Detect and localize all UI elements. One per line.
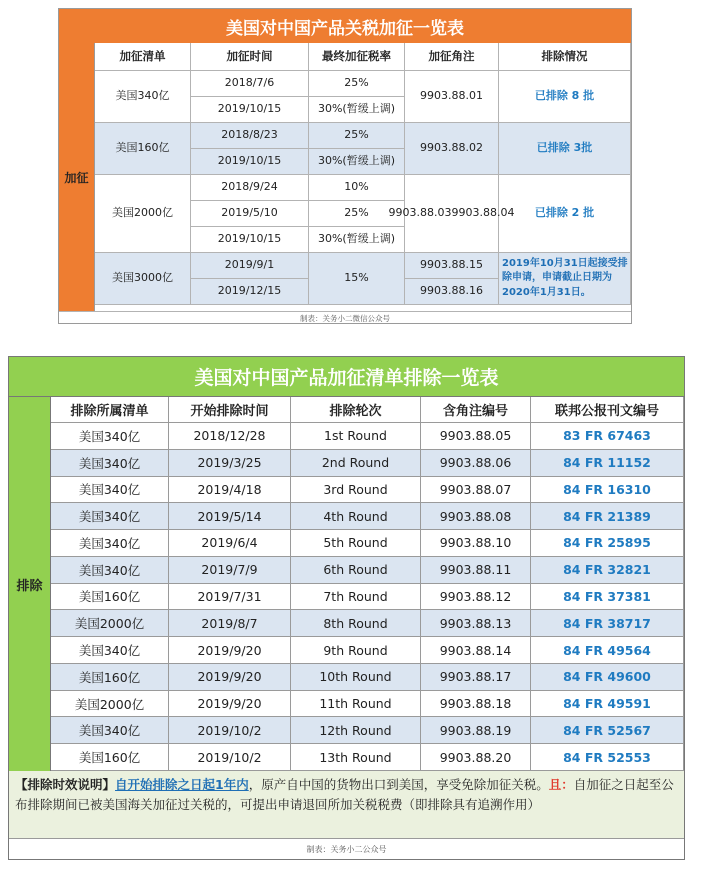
federal-register-cell: 84 FR 49564 bbox=[531, 637, 684, 664]
exclusion-list-cell: 美国340亿 bbox=[51, 503, 169, 530]
tariff-rate-cell: 10% bbox=[309, 175, 405, 201]
table2-header-cell: 排除轮次 bbox=[291, 397, 421, 423]
htsus-code-cell bbox=[388, 175, 515, 253]
federal-register-cell: 84 FR 11152 bbox=[531, 450, 684, 477]
exclusion-list-cell: 美国340亿 bbox=[51, 557, 169, 584]
tariff-date-cell: 2018/8/23 bbox=[191, 123, 309, 149]
federal-register-cell: 84 FR 32821 bbox=[531, 557, 684, 584]
exclusion-list-cell: 美国2000亿 bbox=[51, 610, 169, 637]
exclusion-round-cell: 4th Round bbox=[291, 503, 421, 530]
exclusion-round-cell: 10th Round bbox=[291, 664, 421, 691]
tariff-rate-cell: 30%(暂缓上调) bbox=[309, 227, 405, 253]
exclusion-status-cell: 已排除 8 批 bbox=[499, 71, 631, 123]
table2-header-cell: 含角注编号 bbox=[421, 397, 531, 423]
list-name-cell: 美国160亿 bbox=[95, 123, 191, 175]
tariff-date-cell: 2019/5/10 bbox=[191, 201, 309, 227]
code-line: 9903.88.02 bbox=[420, 141, 483, 155]
exclusion-list-cell: 美国160亿 bbox=[51, 744, 169, 771]
table1-header-cell: 加征清单 bbox=[95, 43, 191, 71]
table2-footer: 制表：关务小二公众号 bbox=[306, 844, 387, 854]
table2-header-cell: 开始排除时间 bbox=[169, 397, 291, 423]
tariff-date-cell: 2019/10/15 bbox=[191, 227, 309, 253]
list-name-cell: 美国3000亿 bbox=[95, 253, 191, 305]
tariff-rate-cell: 15% bbox=[309, 253, 405, 305]
tariff-date-cell: 2019/10/15 bbox=[191, 149, 309, 175]
note-link[interactable]: 自开始排除之日起1年内 bbox=[115, 777, 249, 792]
list-name-cell: 美国2000亿 bbox=[95, 175, 191, 253]
table2-title: 美国对中国产品加征清单排除一览表 bbox=[9, 357, 684, 397]
federal-register-cell: 84 FR 16310 bbox=[531, 477, 684, 504]
tariff-rate-cell: 25% bbox=[309, 71, 405, 97]
exclusion-list-cell: 美国340亿 bbox=[51, 423, 169, 450]
list-name-cell: 美国340亿 bbox=[95, 71, 191, 123]
federal-register-cell: 84 FR 21389 bbox=[531, 503, 684, 530]
exclusion-round-cell: 12th Round bbox=[291, 717, 421, 744]
exclusion-date-cell: 2019/5/14 bbox=[169, 503, 291, 530]
tariff-date-cell: 2019/12/15 bbox=[191, 279, 309, 305]
tariff-increase-table bbox=[58, 8, 632, 324]
table2-header-cell: 联邦公报刊文编号 bbox=[531, 397, 684, 423]
exclusion-code-cell: 9903.88.20 bbox=[421, 744, 531, 771]
federal-register-cell: 84 FR 52553 bbox=[531, 744, 684, 771]
exclusion-round-cell: 2nd Round bbox=[291, 450, 421, 477]
exclusion-code-cell: 9903.88.05 bbox=[421, 423, 531, 450]
tariff-date-cell: 2018/9/24 bbox=[191, 175, 309, 201]
exclusion-date-cell: 2019/9/20 bbox=[169, 664, 291, 691]
exclusion-date-cell: 2019/10/2 bbox=[169, 717, 291, 744]
exclusion-round-cell: 1st Round bbox=[291, 423, 421, 450]
exclusion-date-cell: 2019/6/4 bbox=[169, 530, 291, 557]
federal-register-cell: 83 FR 67463 bbox=[531, 423, 684, 450]
table2-category-label: 排除 bbox=[9, 397, 51, 771]
exclusion-date-cell: 2019/3/25 bbox=[169, 450, 291, 477]
exclusion-list-cell: 美国160亿 bbox=[51, 664, 169, 691]
exclusion-code-cell: 9903.88.12 bbox=[421, 584, 531, 611]
htsus-code-cell bbox=[405, 71, 499, 123]
exclusion-code-cell: 9903.88.18 bbox=[421, 691, 531, 718]
htsus-code-cell: 9903.88.16 bbox=[405, 279, 499, 305]
exclusion-code-cell: 9903.88.13 bbox=[421, 610, 531, 637]
exclusion-table bbox=[8, 356, 685, 860]
federal-register-cell: 84 FR 37381 bbox=[531, 584, 684, 611]
exclusion-code-cell: 9903.88.17 bbox=[421, 664, 531, 691]
exclusion-status-cell: 2019年10月31日起接受排除申请，申请截止日期为2020年1月31日。 bbox=[499, 253, 631, 305]
exclusion-round-cell: 11th Round bbox=[291, 691, 421, 718]
federal-register-cell: 84 FR 49600 bbox=[531, 664, 684, 691]
exclusion-date-cell: 2018/12/28 bbox=[169, 423, 291, 450]
federal-register-cell: 84 FR 38717 bbox=[531, 610, 684, 637]
table1-header-cell: 排除情况 bbox=[499, 43, 631, 71]
htsus-code-cell: 9903.88.15 bbox=[405, 253, 499, 279]
exclusion-list-cell: 美国340亿 bbox=[51, 530, 169, 557]
exclusion-note bbox=[9, 771, 684, 839]
exclusion-date-cell: 2019/7/9 bbox=[169, 557, 291, 584]
exclusion-date-cell: 2019/4/18 bbox=[169, 477, 291, 504]
tariff-date-cell: 2019/9/1 bbox=[191, 253, 309, 279]
federal-register-cell: 84 FR 25895 bbox=[531, 530, 684, 557]
table2-header-cell: 排除所属清单 bbox=[51, 397, 169, 423]
exclusion-code-cell: 9903.88.10 bbox=[421, 530, 531, 557]
tariff-rate-cell: 25% bbox=[309, 123, 405, 149]
exclusion-round-cell: 6th Round bbox=[291, 557, 421, 584]
federal-register-cell: 84 FR 49591 bbox=[531, 691, 684, 718]
code-line: 9903.88.03 bbox=[388, 206, 452, 220]
exclusion-code-cell: 9903.88.19 bbox=[421, 717, 531, 744]
note-text-1: ，原产自中国的货物出口到美国，享受免除加征关税。 bbox=[248, 777, 549, 792]
exclusion-round-cell: 8th Round bbox=[291, 610, 421, 637]
tariff-rate-cell: 30%(暂缓上调) bbox=[309, 149, 405, 175]
exclusion-code-cell: 9903.88.06 bbox=[421, 450, 531, 477]
note-label: 【排除时效说明】 bbox=[15, 777, 116, 792]
exclusion-date-cell: 2019/10/2 bbox=[169, 744, 291, 771]
exclusion-list-cell: 美国2000亿 bbox=[51, 691, 169, 718]
exclusion-list-cell: 美国340亿 bbox=[51, 637, 169, 664]
exclusion-list-cell: 美国340亿 bbox=[51, 717, 169, 744]
federal-register-cell: 84 FR 52567 bbox=[531, 717, 684, 744]
table1-header-cell: 加征角注 bbox=[405, 43, 499, 71]
note-text-2: 自加征之日起至公布排除期间已被美国海关加征过关税的，可提出申请退回所加关税税费（即排除具有追溯作用） bbox=[15, 777, 674, 812]
tariff-rate-cell: 25% bbox=[309, 201, 405, 227]
exclusion-date-cell: 2019/7/31 bbox=[169, 584, 291, 611]
tariff-date-cell: 2018/7/6 bbox=[191, 71, 309, 97]
tariff-rate-cell: 30%(暂缓上调) bbox=[309, 97, 405, 123]
exclusion-status-cell: 已排除 3批 bbox=[499, 123, 631, 175]
exclusion-status-cell: 已排除 2 批 bbox=[499, 175, 631, 253]
exclusion-list-cell: 美国160亿 bbox=[51, 584, 169, 611]
exclusion-list-cell: 美国340亿 bbox=[51, 477, 169, 504]
exclusion-round-cell: 3rd Round bbox=[291, 477, 421, 504]
htsus-code-cell bbox=[405, 123, 499, 175]
exclusion-code-cell: 9903.88.14 bbox=[421, 637, 531, 664]
exclusion-round-cell: 5th Round bbox=[291, 530, 421, 557]
code-line: 9903.88.04 bbox=[451, 206, 515, 220]
note-emphasis: 且： bbox=[548, 777, 574, 792]
table1-footer: 制表：关务小二微信公众号 bbox=[59, 311, 631, 324]
exclusion-date-cell: 2019/9/20 bbox=[169, 637, 291, 664]
exclusion-round-cell: 7th Round bbox=[291, 584, 421, 611]
table1-category-label: 加征 bbox=[59, 43, 95, 311]
exclusion-round-cell: 9th Round bbox=[291, 637, 421, 664]
exclusion-list-cell: 美国340亿 bbox=[51, 450, 169, 477]
exclusion-round-cell: 13th Round bbox=[291, 744, 421, 771]
tariff-date-cell: 2019/10/15 bbox=[191, 97, 309, 123]
exclusion-code-cell: 9903.88.11 bbox=[421, 557, 531, 584]
exclusion-date-cell: 2019/8/7 bbox=[169, 610, 291, 637]
table1-header-cell: 加征时间 bbox=[191, 43, 309, 71]
exclusion-code-cell: 9903.88.07 bbox=[421, 477, 531, 504]
code-line: 9903.88.01 bbox=[420, 89, 483, 103]
exclusion-date-cell: 2019/9/20 bbox=[169, 691, 291, 718]
table1-header-cell: 最终加征税率 bbox=[309, 43, 405, 71]
exclusion-code-cell: 9903.88.08 bbox=[421, 503, 531, 530]
table1-title: 美国对中国产品关税加征一览表 bbox=[59, 9, 631, 43]
